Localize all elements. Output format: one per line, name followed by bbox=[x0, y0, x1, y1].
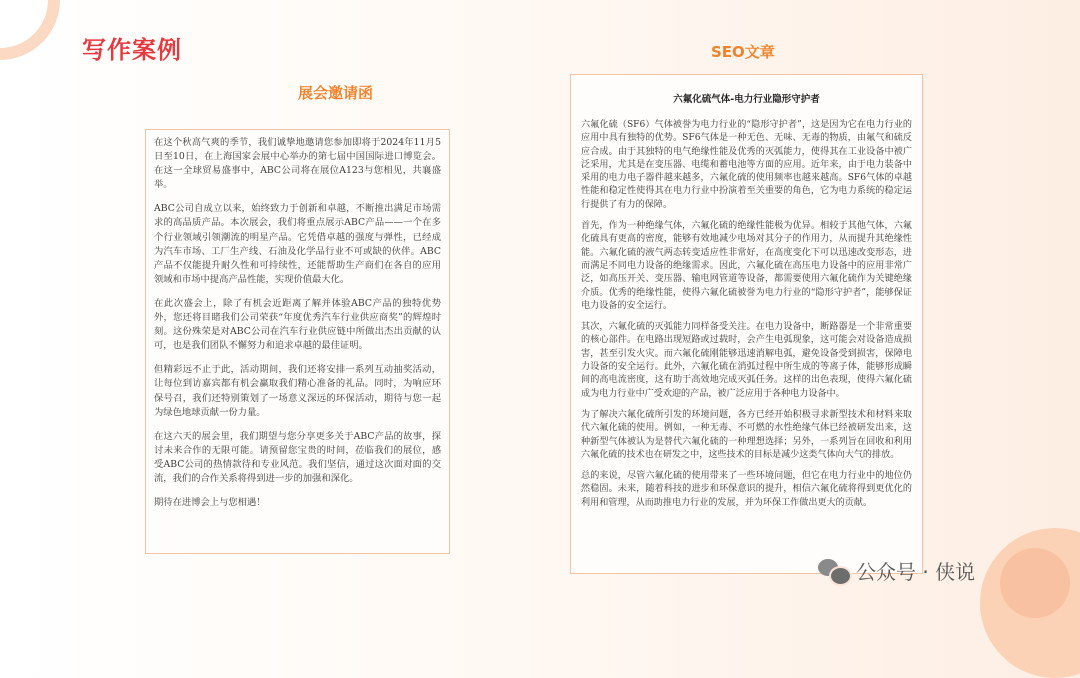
article-paragraph: 六氟化硫（SF6）气体被誉为电力行业的“隐形守护者”，这是因为它在电力行业的应用中具有独特的优势。SF6气体是一种无色、无味、无毒的物质，由氟气和硫反应合成。由于其独特的电气绝缘性能及优秀的灭弧能力，使得其在工业设备中被广泛采用，尤其是在变压器、电缆和蓄电池等方面的应用。近年来，由于电力装备中采用的电力电子器件越来越多，六氟化硫的使用频率也越来越高。SF6气体的卓越性能和稳定性使得其在电力行业中扮演着至关重要的角色，它为电力系统的稳定运行提供了有力的保障。 bbox=[581, 120, 912, 210]
invitation-paragraph: 期待在进博会上与您相遇！ bbox=[154, 497, 266, 509]
invitation-document bbox=[145, 129, 450, 554]
invitation-paragraph: 在这个秋高气爽的季节，我们诚挚地邀请您参加即将于2024年11月5日至10日，在上海国家会展中心举办的第七届中国国际进口博览会。在这一全球贸易盛事中，ABC公司将在展位A123与您相见，共襄盛举。 bbox=[154, 137, 441, 191]
article-paragraph: 首先，作为一种绝缘气体，六氟化硫的绝缘性能极为优异。相较于其他气体，六氟化硫具有更高的密度，能够有效地减少电场对其分子的作用力，从而提升其绝缘性能。六氟化硫的液气两态转变适应性非常好，在高度变化下可以迅速改变形态，进而满足不同电力设备的绝缘需求。因此，六氟化硫在高压电力设备中的应用非常广泛，如高压开关、变压器、输电网管道等设备，都需要使用六氟化硫作为关键绝缘介质。优秀的绝缘性能，使得六氟化硫被誉为电力行业的“隐形守护者”，能够保证电力设备的安全运行。 bbox=[581, 221, 912, 311]
invitation-paragraph: 在此次盛会上，除了有机会近距离了解并体验ABC产品的独特优势外，您还将目睹我们公司荣获“年度优秀汽车行业供应商奖”的辉煌时刻。这份殊荣是对ABC公司在汽车行业供应链中所做出杰出贡献的认可，也是我们团队不懈努力和追求卓越的最佳证明。 bbox=[154, 297, 441, 352]
article-paragraph: 为了解决六氟化硫所引发的环境问题，各方已经开始积极寻求新型技术和材料来取代六氟化硫的使用。例如，一种无毒、不可燃的水性绝缘气体已经被研发出来，这种新型气体被认为是替代六氟化硫的一种理想选择；另外，一系列旨在回收和利用六氟化硫的技术也在研发之中，这些技术的目标是减少这类气体向大气的排放。 bbox=[581, 409, 912, 460]
seo-article-document bbox=[570, 74, 923, 574]
watermark-text: 公众号 · 侠说 bbox=[856, 560, 976, 584]
article-paragraph: 其次，六氟化硫的灭弧能力同样备受关注。在电力设备中，断路器是一个非常重要的核心部件。在电路出现短路或过载时，会产生电弧现象，这可能会对设备造成损害，甚至引发火灾。而六氟化硫刚能够迅速消解电弧，避免设备受到损害，保障电力设备的安全运行。此外，六氟化硫在消弧过程中所生成的等离子体，能够形成瞬间的高电流密度，这有助于高效地完成灭弧任务。这样的出色表现，使得六氟化硫成为电力行业中广受欢迎的产品，被广泛应用于各种电力设备中。 bbox=[581, 322, 912, 399]
article-title: 六氟化硫气体-电力行业隐形守护者 bbox=[673, 94, 820, 105]
page-title: 写作案例 bbox=[82, 36, 182, 64]
wechat-icon bbox=[818, 559, 848, 583]
invitation-paragraph: 在这六天的展会里，我们期望与您分享更多关于ABC产品的故事，探讨未来合作的无限可能。请预留您宝贵的时间，莅临我们的展位，感受ABC公司的热情款待和专业风范。我们坚信，通过这次面对面的交流，我们的合作关系将得到进一步的加强和深化。 bbox=[154, 430, 441, 484]
watermark bbox=[818, 556, 975, 585]
invitation-section-title: 展会邀请函 bbox=[298, 84, 374, 102]
decorative-circle-top-left bbox=[0, 0, 60, 60]
invitation-paragraph: ABC公司自成立以来，始终致力于创新和卓越，不断推出满足市场需求的高品质产品。本次展会，我们将重点展示ABC产品——一个在多个行业领域引领潮流的明星产品。它凭借卓越的强度与弹性，已经成为汽车市场、工厂生产线、石油及化学品行业不可或缺的伙伴。ABC产品不仅能提升耐久性和可持续性，还能帮助生产商们在各自的应用领域和市场中提高产品性能，实现价值最大化。 bbox=[154, 203, 441, 285]
seo-section-title: SEO文章 bbox=[711, 43, 775, 61]
invitation-paragraph: 但精彩远不止于此，活动期间，我们还将安排一系列互动抽奖活动，让每位到访嘉宾都有机会赢取我们精心准备的礼品。同时，为响应环保号召，我们还特别策划了一场意义深远的环保活动，期待与您一起为绿色地球贡献一份力量。 bbox=[154, 364, 441, 418]
article-paragraph: 总的来说，尽管六氟化硫的使用带来了一些环境问题，但它在电力行业中的地位仍然稳固。未来，随着科技的进步和环保意识的提升，相信六氟化硫将得到更优化的利用和管理，从而助推电力行业的发展，并为环保工作做出更大的贡献。 bbox=[581, 471, 912, 508]
